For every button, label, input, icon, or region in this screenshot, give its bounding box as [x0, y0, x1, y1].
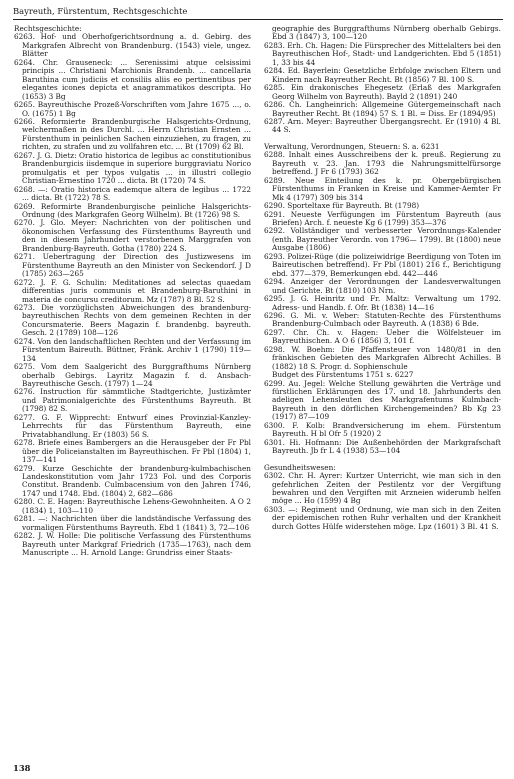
bibliography-entry: 6263. Hof- und Oberhofgerichtsordnung a. d. Gebirg. des Markgrafen Albrecht von Brandenburg. (1543) viele, ungez. Blätter [14, 32, 251, 59]
bibliography-entry: 6274. Von den landschaftlichen Rechten und der Verfassung im Fürstentum Baireuth. Büttner, Fränk. Archiv 1 (1790) 119—134 [14, 336, 251, 363]
bibliography-entry: 6272. J. F. G. Schulin: Meditationes ad selectas quaedam differentias juris communis et Brandenburg-Baruthini in materia de concursu creditorum. Mz (1787) 8 Bl. 52 S. [14, 277, 251, 304]
section-heading: Gesundheitswesen: [264, 462, 336, 472]
bibliography-entry: 6296. G. Mi. v. Weber: Statuten-Rechte des Fürstenthums Brandenburg-Culmbach oder Bayreuth. A (1838) 6 Bde. [264, 310, 501, 329]
running-header: Bayreuth, Fürstentum, Rechtsgeschichte [13, 6, 188, 16]
bibliography-entry: 6273. Die vorzüglichsten Abweichungen des brandenburg-bayreuthischen Rechts von dem gemeinen Rechten in der Concursmaterie. Beers Magazin f. brandenbg. bayreuth. Gesch. 2 (1789) 108—126 [14, 302, 251, 338]
bibliography-entry: Budget des Fürstentums 1751 s. 6227 [272, 370, 414, 380]
bibliography-entry: 6300. F. Kolb: Brandversicherung im ehem. Fürstentum Bayreuth. H bl Ofr 5 (1920) 2 [264, 420, 501, 439]
bibliography-entry: 6267. J. G. Dietz: Oratio historica de legibus ac constitutionibus Brandenburgicis iisdemque in superiore burggraviatu Norico promulgatis et per typos vulgatis ... in illustri collegio Christian-Ernestino 1720 ... dicta. Bt (1720) 74 S. [14, 150, 251, 186]
bibliography-entry: 6288. Inhalt eines Ausschreibens der k. preuß. Regierung zu Bayreuth v. 23. Jan. 1793 die Nahrungsmittelfürsorge betreffend. J Fr 6 (1793) 362 [264, 150, 501, 177]
bibliography-entry: 6280. C. E. Hagen: Bayreuthische Lehens-Gewohnheiten. A O 2 (1834) 1, 103—110 [14, 497, 251, 515]
bibliography-entry: 6283. Erh. Ch. Hagen: Die Fürsprecher des Mittelalters bei den Bayreuthischen Hof-, Stadt- und Landgerichten. Ebd 5 (1851) 1, 33 bis 44 [264, 40, 501, 67]
bibliography-entry: 6284. Ed. Bayerlein: Gesetzliche Erbfolge zwischen Eltern und Kindern nach Bayreuther Recht. Bt (1856) 7 Bl. 100 S. [264, 66, 501, 84]
bibliography-entry: 6286. Ch. Langheinrich: Allgemeine Gütergemeinschaft nach Bayreuther Recht. Bt (1894) 57 S. 1 Bl. = Diss. Er (1894/95) [264, 100, 501, 118]
section-heading: Rechtsgeschichte: [14, 24, 82, 33]
bibliography-entry: 6266. Reformierte Brandenburgische Halsgerichts-Ordnung, welchermaßen in des Durchl. ... Herrn Christian Ernsten ... Fürstenthum in peinlichen Sachen einzuziehen, zu fragen, zu richten, zu strafen und zu vollfahren etc. ... Bt (1709) 62 Bl. [14, 116, 251, 152]
page-number: 138 [13, 763, 31, 773]
header-rule [13, 19, 503, 20]
bibliography-entry: 6289. Neue Einteilung des k. pr. Obergebürgischen Fürstenthums in Franken in Kreise und Kammer-Aemter Fr Mk 4 (1797) 309 bis 314 [264, 175, 501, 202]
bibliography-entry: 6290. Sporteltaxe für Bayreuth. Bt (1798) [264, 201, 420, 211]
bibliography-entry: 6277. G. F. Wipprecht: Entwurf eines Provinzial-Kanzley-Lehrrechts für das Fürstenthum Bayreuth, eine Privatabhandlung. Er (1803) 56 S. [14, 412, 251, 439]
bibliography-entry: 6276. Instruction für sämmtliche Stadtgerichte, Justizämter und Patrimonialgerichte des Fürstenthums Bayreuth. Bt (1798) 82 S. [14, 387, 251, 414]
bibliography-entry: 6270. J. Glo. Meyer: Nachrichten von der politischen und ökonomischen Verfassung des Fürstenthums Bayreuth und den in diesem Jahrhundert verstorbenen Marggrafen von Brandenburg-Bayreuth. Gotha (1780) 224 S. [14, 218, 251, 253]
bibliography-entry: 6298. W. Boehm: Die Pfaffensteuer von 1480/81 in den fränkischen Gebieten des Markgrafen Albrecht Achilles. B (1882) 18 S. Progr. d. Sophienschule [264, 344, 501, 371]
left-column [14, 25, 251, 558]
bibliography-entry: 6301. Hi. Hofmann: Die Außenbehörden der Markgrafschaft Bayreuth. Jb fr L 4 (1938) 53—104 [264, 437, 501, 456]
bibliography-entry: 6303. —: Regiment und Ordnung, wie man sich in den Zeiten der epidemischen rothen Ruhr verhalten und der Krankheit durch Gottes Hülfe widerstehen möge. Lpz (1601) 3 Bl. 41 S. [264, 504, 501, 531]
bibliography-entry: 6285. Ein drakonisches Ehegesetz (Erlaß des Markgrafen Georg Wilhelm von Bayreuth). Bayld 2 (1891) 240 [264, 83, 501, 101]
bibliography-entry: 6271. Uebertragung der Direction des Justizwesens im Fürstenthume Bayreuth an den Minister von Seckendorf. J D (1785) 263—265 [14, 252, 251, 279]
section-heading: Verwaltung, Verordnungen, Steuern: S. a. 6231 [264, 141, 440, 151]
bibliography-entry: 6281. —: Nachrichten über die landständische Verfassung des vormaligen Fürstenthums Bayreuth. Ebd 1 (1841) 3, 72—106 [14, 514, 251, 532]
bibliography-entry: 6292. Vollständiger und verbesserter Verordnungs-Kalender (enth. Bayreuther Verordn. von 1796— 1799). Bt (1800) neue Ausgabe (1806) [264, 226, 501, 253]
bibliography-entry: 6302. Chr. H. Ayrer: Kurtzer Unterricht, wie man sich in den gefehrlichen Zeiten der Pestilentz vor der Vergiftung bewahren und den Vergiften mit Arzneien widerumb helfen möge ... Ho (1599) 4 Bg [264, 471, 501, 506]
bibliography-entry: 6268. —: Oratio historica eademque altera de legibus ... 1722 ... dicta. Bt (1722) 78 S. [14, 184, 251, 203]
bibliography-entry: 6299. Au. Jegel: Welche Stellung gewährten die Verträge und fürstlichen Erklärungen des 17. und 18. Jahrhunderts den adeligen Lehensleuten des Markgrafentums Kulmbach-Bayreuth in den dörflichen Kirchengemeinden? Bb Kg 23 (1917) 87—109 [264, 378, 501, 422]
bibliography-entry: 6291. Neueste Verfügungen im Fürstentum Bayreuth (aus Briefen) Arch. f. neueste Kg 6 (1799) 353—376 [264, 209, 501, 227]
bibliography-entry: 6279. Kurze Geschichte der brandenburg-kulmbachischen Landeskonstitution vom Jahr 1723 Fol. und des Corporis Constitut. Brandenb. Culmbacensium von den Jahren 1746, 1747 und 1748. Ebd. (1804) 2, 682—686 [14, 463, 251, 498]
bibliography-entry: 6275. Vom dem Saalgericht des Burggrafthums Nürnberg oberhalb Gebirgs. Layritz Magazin f. d. Ansbach-Bayreuthische Gesch. (1797) 1—24 [14, 362, 251, 389]
bibliography-entry: geographie des Burggrafthums Nürnberg oberhalb Gebirgs. Ebd 3 (1847) 3, 100—120 [272, 24, 501, 42]
bibliography-entry: 6269. Reformirte Brandenburgische peinliche Halsgerichts-Ordnung (des Markgrafen Georg Wilhelm). Bt (1726) 98 S. [14, 201, 251, 219]
bibliography-entry: 6282. J. W. Holle: Die politische Verfassung des Fürstenthums Bayreuth unter Markgraf Friedrich (1735—1763), nach dem Manuscripte ... H. Arnold Lange: Grundriss einer Staats- [14, 531, 251, 558]
bibliography-entry: 6264. Chr. Grauseneck: ... Serenissimi atque celsissimi principis ... Christiani Marchionis Brandenb. ... cancellaria Baruthina cum judiciis et consiliis aliis eo pertinentibus per elegantes icones depicta et anagrammatikos descripta. Ho (1653) 3 Bg [14, 57, 251, 101]
bibliography-entry: 6295. J. G. Heinritz und Fr. Maltz: Verwaltung um 1792. Adress- und Handb. f. Ofr. Bt (1838) 14—16 [264, 294, 501, 312]
bibliography-entry: 6287. Arn. Meyer: Bayreuther Übergangsrecht. Er (1910) 4 Bl. 44 S. [264, 116, 501, 135]
bibliography-entry: 6294. Anzeiger der Verordnungen der Landesverwaltungen und Gerichte. Bt (1810) 103 Nrn. [264, 277, 501, 295]
right-column [264, 25, 501, 531]
bibliography-entry: 6278. Briefe eines Bambergers an die Herausgeber der Fr Pbl über die Policeianstalten im Bayreuthischen. Fr Pbl (1804) 1, 137—141 [14, 438, 251, 465]
bibliography-entry: 6265. Bayreuthische Prozeß-Vorschriften vom Jahre 1675 ..., o. O. (1675) 1 Bg [14, 100, 251, 118]
bibliography-entry: 6297. Chr. Ch. v. Hagen: Ueber die Wölfelsteuer im Bayreuthischen. A O 6 (1856) 3, 101 f. [264, 327, 501, 346]
bibliography-entry: 6293. Polizei-Rüge (die polizeiwidrige Beerdigung von Toten im Baireutischen betreffend). Fr Pbl (1801) 216 f., Berichtigung ebd. 377—379, Bemerkungen ebd. 442—446 [264, 251, 501, 278]
